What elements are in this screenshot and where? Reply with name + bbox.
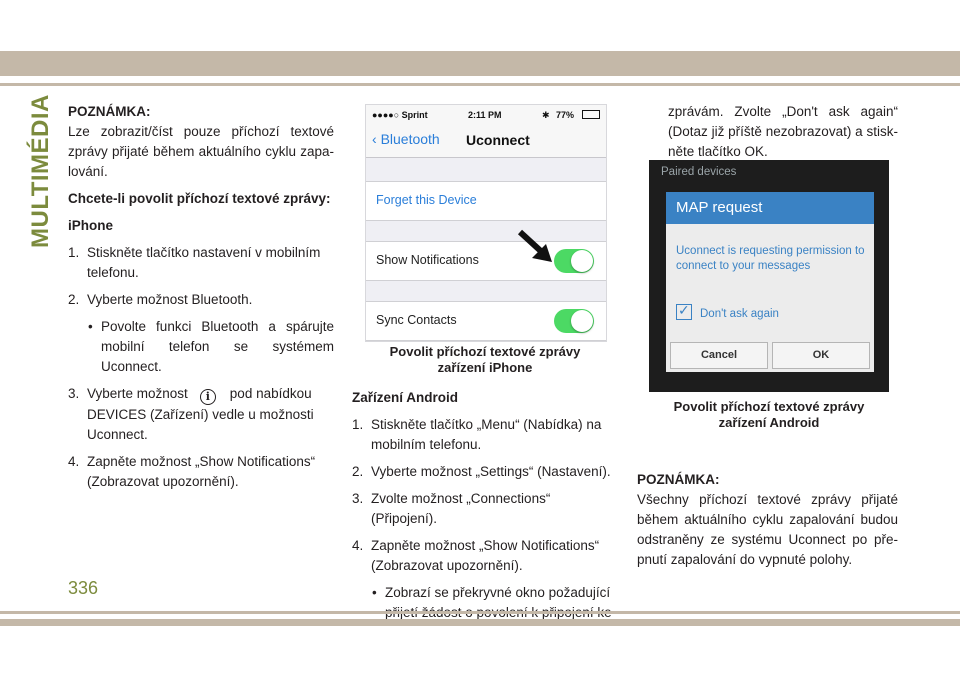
bluetooth-icon: ✱ xyxy=(542,110,550,120)
dialog-title: MAP request xyxy=(666,192,874,224)
info-icon: i xyxy=(200,389,216,405)
note-title: POZNÁMKA: xyxy=(68,104,151,119)
battery-level: 77% xyxy=(556,110,575,120)
show-notifications-row xyxy=(366,241,606,281)
carrier: ●●●●○ Sprint xyxy=(372,110,428,120)
bullet-continuation: zprávám. Zvolte „Don't ask again“ (Dotaz již příště nezobrazovat) a stisk-něte tlačítko OK. xyxy=(668,104,898,159)
step-number: 3. xyxy=(68,386,80,401)
section-tab: MULTIMÉDIA xyxy=(27,94,54,248)
iphone-step-4 xyxy=(68,452,334,492)
step-text: Zvolte možnost „Connections“ (Připojení). xyxy=(371,491,551,526)
back-label: Bluetooth xyxy=(380,131,440,147)
android-heading: Zařízení Android xyxy=(352,390,459,405)
step-text: Stiskněte tlačítko „Menu“ (Nabídka) na mobilním telefonu. xyxy=(371,417,602,452)
right-column-note xyxy=(637,470,898,570)
sync-contacts-row xyxy=(366,301,606,341)
android-step-4 xyxy=(352,536,615,576)
sync-contacts-toggle[interactable] xyxy=(554,309,594,333)
android-caption xyxy=(649,399,889,431)
iphone-caption xyxy=(365,344,605,376)
platform-iphone: iPhone xyxy=(68,218,114,233)
show-notifications-label: Show Notifications xyxy=(376,253,479,267)
dont-ask-checkbox[interactable] xyxy=(676,304,779,320)
bullet-text: Zobrazí se překryvné okno požadující xyxy=(385,585,611,600)
header-band xyxy=(0,51,960,76)
step-number: 1. xyxy=(352,417,364,432)
toggle-knob xyxy=(571,310,593,332)
clock: 2:11 PM xyxy=(468,110,502,120)
back-button[interactable] xyxy=(372,131,440,147)
dialog-message: Uconnect is requesting permission to connect to your messages xyxy=(676,245,865,272)
iphone-step-2 xyxy=(68,290,334,310)
right-column-top xyxy=(646,102,898,162)
forget-device-row[interactable] xyxy=(366,181,606,221)
android-step-1 xyxy=(352,415,615,455)
ios-status-bar xyxy=(366,105,606,125)
step-text: pod nabídkou DEVICES (Zařízení) vedle u možnosti Uconnect. xyxy=(87,386,314,442)
cancel-button[interactable]: Cancel xyxy=(670,342,768,369)
step-text: Vyberte možnost „Settings“ (Nastavení). xyxy=(371,464,611,479)
left-column xyxy=(68,102,334,492)
bullet-mark: • xyxy=(88,319,93,334)
ios-nav-bar xyxy=(366,125,606,158)
battery-icon xyxy=(582,110,600,119)
page-number: 336 xyxy=(68,578,99,598)
step-number: 4. xyxy=(352,538,364,553)
ok-button[interactable]: OK xyxy=(772,342,870,369)
step-text: Stiskněte tlačítko nastavení v mobilním telefonu. xyxy=(87,245,321,280)
nav-title: Uconnect xyxy=(466,132,530,148)
iphone-step-3 xyxy=(68,384,334,445)
iphone-screenshot xyxy=(365,104,607,342)
step-text: Zapněte možnost „Show Notifications“ (Zobrazovat upozornění). xyxy=(87,454,316,489)
android-screenshot xyxy=(649,160,889,392)
caption-line: Povolit příchozí textové zprávy xyxy=(389,344,581,359)
bullet-mark: • xyxy=(372,585,377,600)
step-text: Zapněte možnost „Show Notifications“ (Zobrazovat upozornění). xyxy=(371,538,600,573)
footer-rule xyxy=(0,611,960,614)
note-title: POZNÁMKA: xyxy=(637,472,720,487)
step-text: Vyberte možnost xyxy=(87,386,188,401)
note-text: Lze zobrazit/číst pouze příchozí textové zprávy přijaté během aktuálního cyklu zapa-lování. xyxy=(68,124,334,179)
caption-line: zařízení Android xyxy=(718,415,820,430)
step-text: Vyberte možnost Bluetooth. xyxy=(87,292,253,307)
android-bullet xyxy=(352,583,615,623)
checkbox-checked-icon xyxy=(676,304,692,320)
step-number: 2. xyxy=(68,292,80,307)
show-notifications-toggle[interactable] xyxy=(554,249,594,273)
map-request-dialog xyxy=(666,192,874,372)
arrow-pointer-icon xyxy=(516,228,556,268)
step-number: 2. xyxy=(352,464,364,479)
caption-line: Povolit příchozí textové zprávy xyxy=(673,399,865,414)
paired-devices-header: Paired devices xyxy=(661,166,737,178)
note-text: Všechny příchozí textové zprávy přijaté během aktuálního cyklu zapalování budou odstraněny ze systému Uconnect po pře-pnutí zapalování do vypnuté polohy. xyxy=(637,492,898,567)
step-number: 4. xyxy=(68,454,80,469)
header-rule xyxy=(0,83,960,86)
iphone-step-1 xyxy=(68,243,334,283)
enable-heading: Chcete-li povolit příchozí textové zprávy: xyxy=(68,191,331,206)
bullet-text: Povolte funkci Bluetooth a spárujte mobilní telefon se systémem Uconnect. xyxy=(101,319,334,374)
android-step-3 xyxy=(352,489,615,529)
sync-contacts-label: Sync Contacts xyxy=(376,313,457,327)
step-number: 3. xyxy=(352,491,364,506)
iphone-bullet xyxy=(68,317,334,377)
forget-device-label: Forget this Device xyxy=(376,193,477,207)
caption-line: zařízení iPhone xyxy=(437,360,533,375)
checkbox-label: Don't ask again xyxy=(700,308,779,320)
chevron-left-icon: ‹ xyxy=(372,131,377,147)
middle-column xyxy=(352,388,615,623)
footer-band xyxy=(0,619,960,626)
toggle-knob xyxy=(571,250,593,272)
android-step-2 xyxy=(352,462,615,482)
step-number: 1. xyxy=(68,245,80,260)
